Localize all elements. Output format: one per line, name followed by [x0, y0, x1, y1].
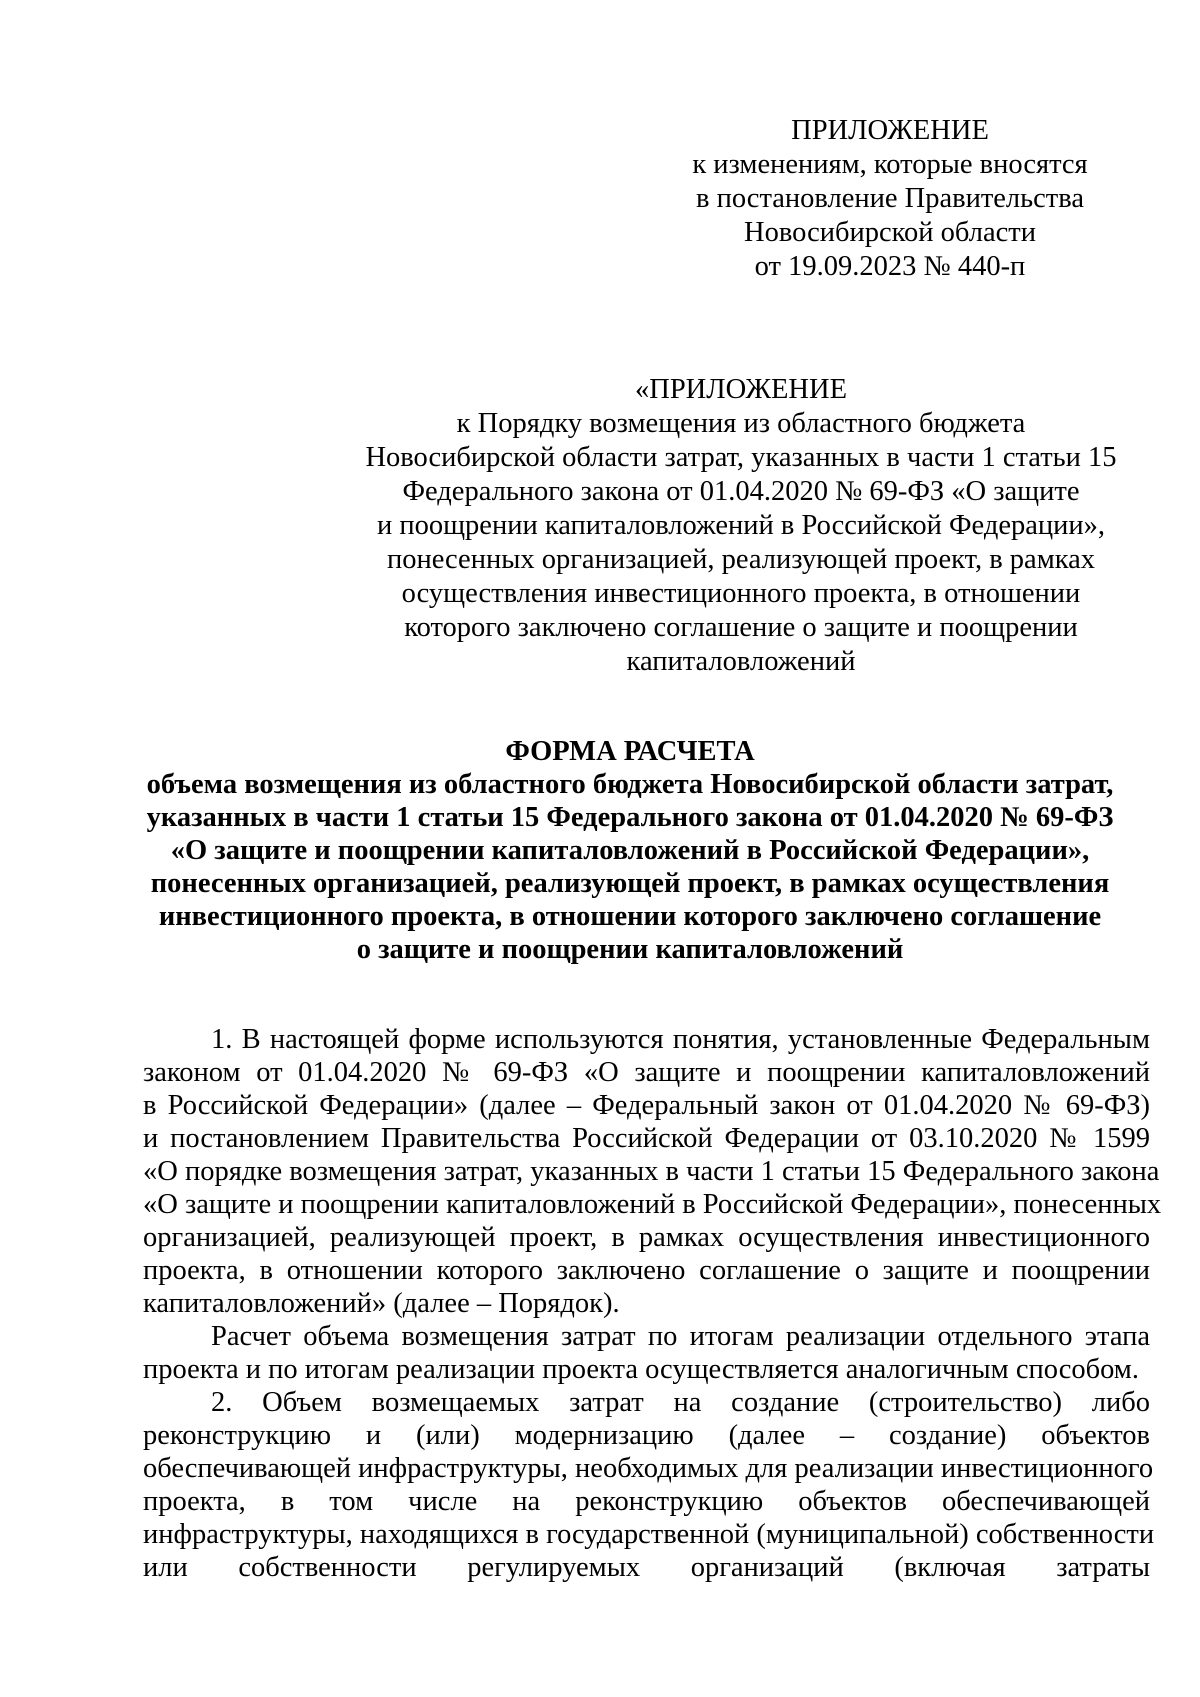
order-annex-line: к Порядку возмещения из областного бюджета	[456, 408, 1026, 439]
body-line: в Российской Федерации» (далее – Федеральный закон от 01.04.2020 № 69-ФЗ)	[143, 1090, 1150, 1121]
body-line: проекта и по итогам реализации проекта осуществляется аналогичным способом.	[143, 1354, 1139, 1385]
body-line: 1. В настоящей форме используются понятия, установленные Федеральным	[211, 1024, 1150, 1055]
form-title-line: о защите и поощрении капиталовложений	[356, 934, 904, 965]
order-annex-line: осуществления инвестиционного проекта, в отношении	[401, 578, 1081, 609]
order-annex-line: которого заключено соглашение о защите и поощрении	[404, 612, 1078, 643]
body-text	[143, 1023, 1162, 1584]
body-line: проекта, в отношении которого заключено соглашение о защите и поощрении	[143, 1255, 1150, 1286]
order-annex-line: «ПРИЛОЖЕНИЕ	[635, 374, 847, 405]
order-annex-line: капиталовложений	[626, 646, 856, 677]
annex-header-line: к изменениям, которые вносятся	[692, 149, 1088, 180]
order-annex-line: и поощрении капиталовложений в Российской Федерации»,	[376, 510, 1106, 541]
annex-header-line: в постановление Правительства	[696, 183, 1084, 214]
annex-header-line: ПРИЛОЖЕНИЕ	[791, 115, 989, 146]
body-line: «О защите и поощрении капиталовложений в Российской Федерации», понесенных	[143, 1189, 1162, 1220]
body-line: Расчет объема возмещения затрат по итогам реализации отдельного этапа	[211, 1321, 1150, 1352]
form-title-line: указанных в части 1 статьи 15 Федерального закона от 01.04.2020 № 69-ФЗ	[146, 802, 1114, 833]
body-line: проекта, в том числе на реконструкцию объектов обеспечивающей	[143, 1486, 1150, 1517]
annex-header-line: Новосибирской области	[744, 217, 1036, 248]
order-annex-line: Новосибирской области затрат, указанных в части 1 статьи 15	[365, 442, 1117, 473]
form-title-line: «О защите и поощрении капиталовложений в Российской Федерации»,	[170, 835, 1090, 866]
form-title-heading: ФОРМА РАСЧЕТА	[505, 736, 755, 767]
body-line: инфраструктуры, находящихся в государственной (муниципальной) собственности	[143, 1519, 1155, 1550]
body-line: капиталовложений» (далее – Порядок).	[143, 1288, 620, 1319]
body-line: реконструкцию и (или) модернизацию (далее – создание) объектов	[143, 1420, 1150, 1451]
body-line: организацией, реализующей проект, в рамках осуществления инвестиционного	[143, 1222, 1150, 1253]
annex-header-line: от 19.09.2023 № 440-п	[754, 251, 1026, 282]
body-line: обеспечивающей инфраструктуры, необходимых для реализации инвестиционного	[143, 1453, 1154, 1484]
body-line: или собственности регулируемых организаций (включая затраты	[143, 1552, 1150, 1583]
body-line: «О порядке возмещения затрат, указанных в части 1 статьи 15 Федерального закона	[143, 1156, 1160, 1187]
form-title	[130, 735, 1130, 966]
form-title-line: понесенных организацией, реализующей проект, в рамках осуществления	[150, 868, 1110, 899]
body-line: 2. Объем возмещаемых затрат на создание (строительство) либо	[211, 1387, 1150, 1418]
annex-header	[640, 114, 1140, 284]
form-title-line: объема возмещения из областного бюджета Новосибирской области затрат,	[146, 769, 1114, 800]
form-title-line: инвестиционного проекта, в отношении которого заключено соглашение	[158, 901, 1102, 932]
order-annex-line: понесенных организацией, реализующей проект, в рамках	[386, 544, 1096, 575]
body-line: и постановлением Правительства Российской Федерации от 03.10.2020 № 1599	[143, 1123, 1150, 1154]
body-line: законом от 01.04.2020 № 69-ФЗ «О защите и поощрении капиталовложений	[143, 1057, 1150, 1088]
order-annex-line: Федерального закона от 01.04.2020 № 69-ФЗ «О защите	[402, 476, 1080, 507]
order-annex-header	[300, 373, 1182, 679]
